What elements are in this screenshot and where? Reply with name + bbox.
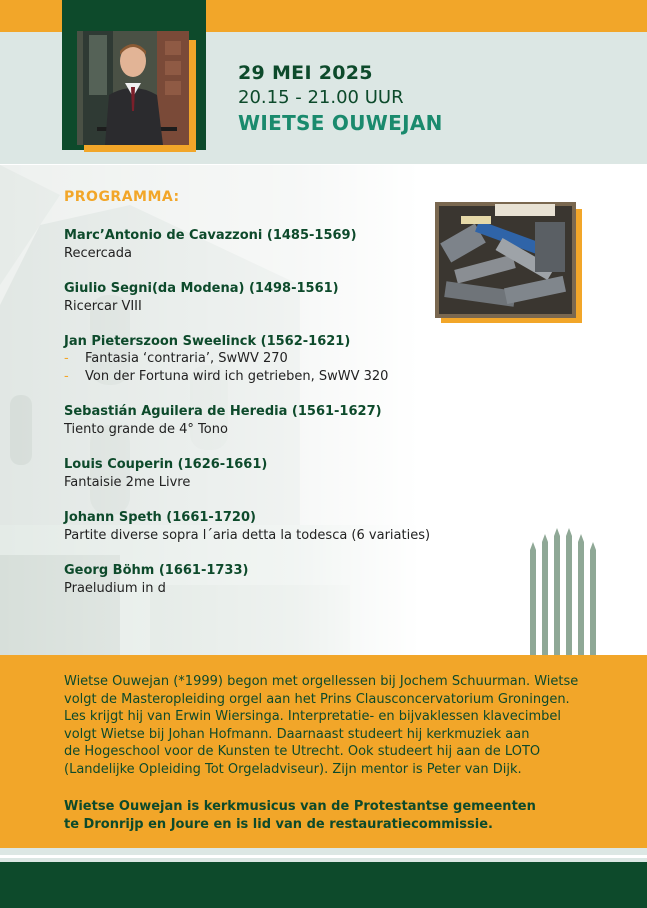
event-time: 20.15 - 21.00 UUR bbox=[238, 87, 404, 108]
footer-green-bar bbox=[0, 862, 647, 908]
work-title: Fantaisie 2me Livre bbox=[64, 475, 191, 490]
composer-name: Jan Pieterszoon Sweelinck (1562-1621) bbox=[64, 334, 351, 349]
work-title: Praeludium in d bbox=[64, 581, 166, 596]
programme-item bbox=[64, 456, 494, 492]
programme-list bbox=[64, 227, 494, 615]
biography-text bbox=[64, 673, 609, 778]
programme-item bbox=[64, 509, 494, 545]
bio-line: volgt Wietse bij Johan Hofmann. Daarnaast studeert hij kerkmuziek aan bbox=[64, 726, 530, 742]
work-title: Tiento grande de 4° Tono bbox=[64, 422, 228, 437]
biography-closing bbox=[64, 798, 609, 833]
work-title: Von der Fortuna wird ich getrieben, SwWV 320 bbox=[85, 369, 389, 384]
organ-pipes-graphic bbox=[528, 528, 600, 655]
programme-item bbox=[64, 280, 494, 316]
work-subitem bbox=[64, 368, 494, 386]
work-subitem bbox=[64, 350, 494, 368]
composer-name: Sebastián Aguilera de Heredia (1561-1627) bbox=[64, 404, 382, 419]
composer-name: Marc’Antonio de Cavazzoni (1485-1569) bbox=[64, 228, 357, 243]
composer-name: Georg Böhm (1661-1733) bbox=[64, 563, 249, 578]
dash-bullet: - bbox=[64, 351, 69, 366]
work-title: Recercada bbox=[64, 246, 132, 261]
composer-name: Louis Couperin (1626-1661) bbox=[64, 457, 268, 472]
bio-line: de Hogeschool voor de Kunsten te Utrecht. Ook studeert hij aan de LOTO bbox=[64, 744, 541, 759]
bio-line: Les krijgt hij van Erwin Wiersinga. Interpretatie- en bijvaklessen klavecimbel bbox=[64, 709, 561, 724]
bio-line: Wietse Ouwejan (*1999) begon met orgellessen bij Jochem Schuurman. Wietse bbox=[64, 674, 579, 689]
programme-item bbox=[64, 227, 494, 263]
work-title: Fantasia ‘contraria’, SwWV 270 bbox=[85, 351, 288, 366]
work-title: Ricercar VIII bbox=[64, 299, 142, 314]
bio-closing-line: te Dronrijp en Joure en is lid van de restauratiecommissie. bbox=[64, 816, 493, 832]
programme-item bbox=[64, 333, 494, 386]
performer-portrait bbox=[77, 31, 189, 145]
bio-line: (Landelijke Opleiding Tot Orgeladviseur). Zijn mentor is Peter van Dijk. bbox=[64, 761, 522, 777]
composer-name: Giulio Segni(da Modena) (1498-1561) bbox=[64, 281, 339, 296]
organ-pipes-photo bbox=[435, 202, 576, 318]
composer-name: Johann Speth (1661-1720) bbox=[64, 510, 256, 525]
event-header bbox=[238, 62, 443, 135]
performer-name: WIETSE OUWEJAN bbox=[238, 111, 443, 135]
dash-bullet: - bbox=[64, 369, 69, 384]
bio-closing-line: Wietse Ouwejan is kerkmusicus van de Protestantse gemeenten bbox=[64, 799, 536, 814]
programme-item bbox=[64, 562, 494, 598]
programme-title: PROGRAMMA: bbox=[64, 189, 180, 205]
programme-item bbox=[64, 403, 494, 439]
footer-divider bbox=[0, 855, 647, 858]
event-date: 29 MEI 2025 bbox=[238, 62, 373, 84]
work-title: Partite diverse sopra l´aria detta la todesca (6 variaties) bbox=[64, 528, 431, 543]
bio-line: volgt de Masteropleiding orgel aan het Prins Clausconcervatorium Groningen. bbox=[64, 691, 570, 707]
